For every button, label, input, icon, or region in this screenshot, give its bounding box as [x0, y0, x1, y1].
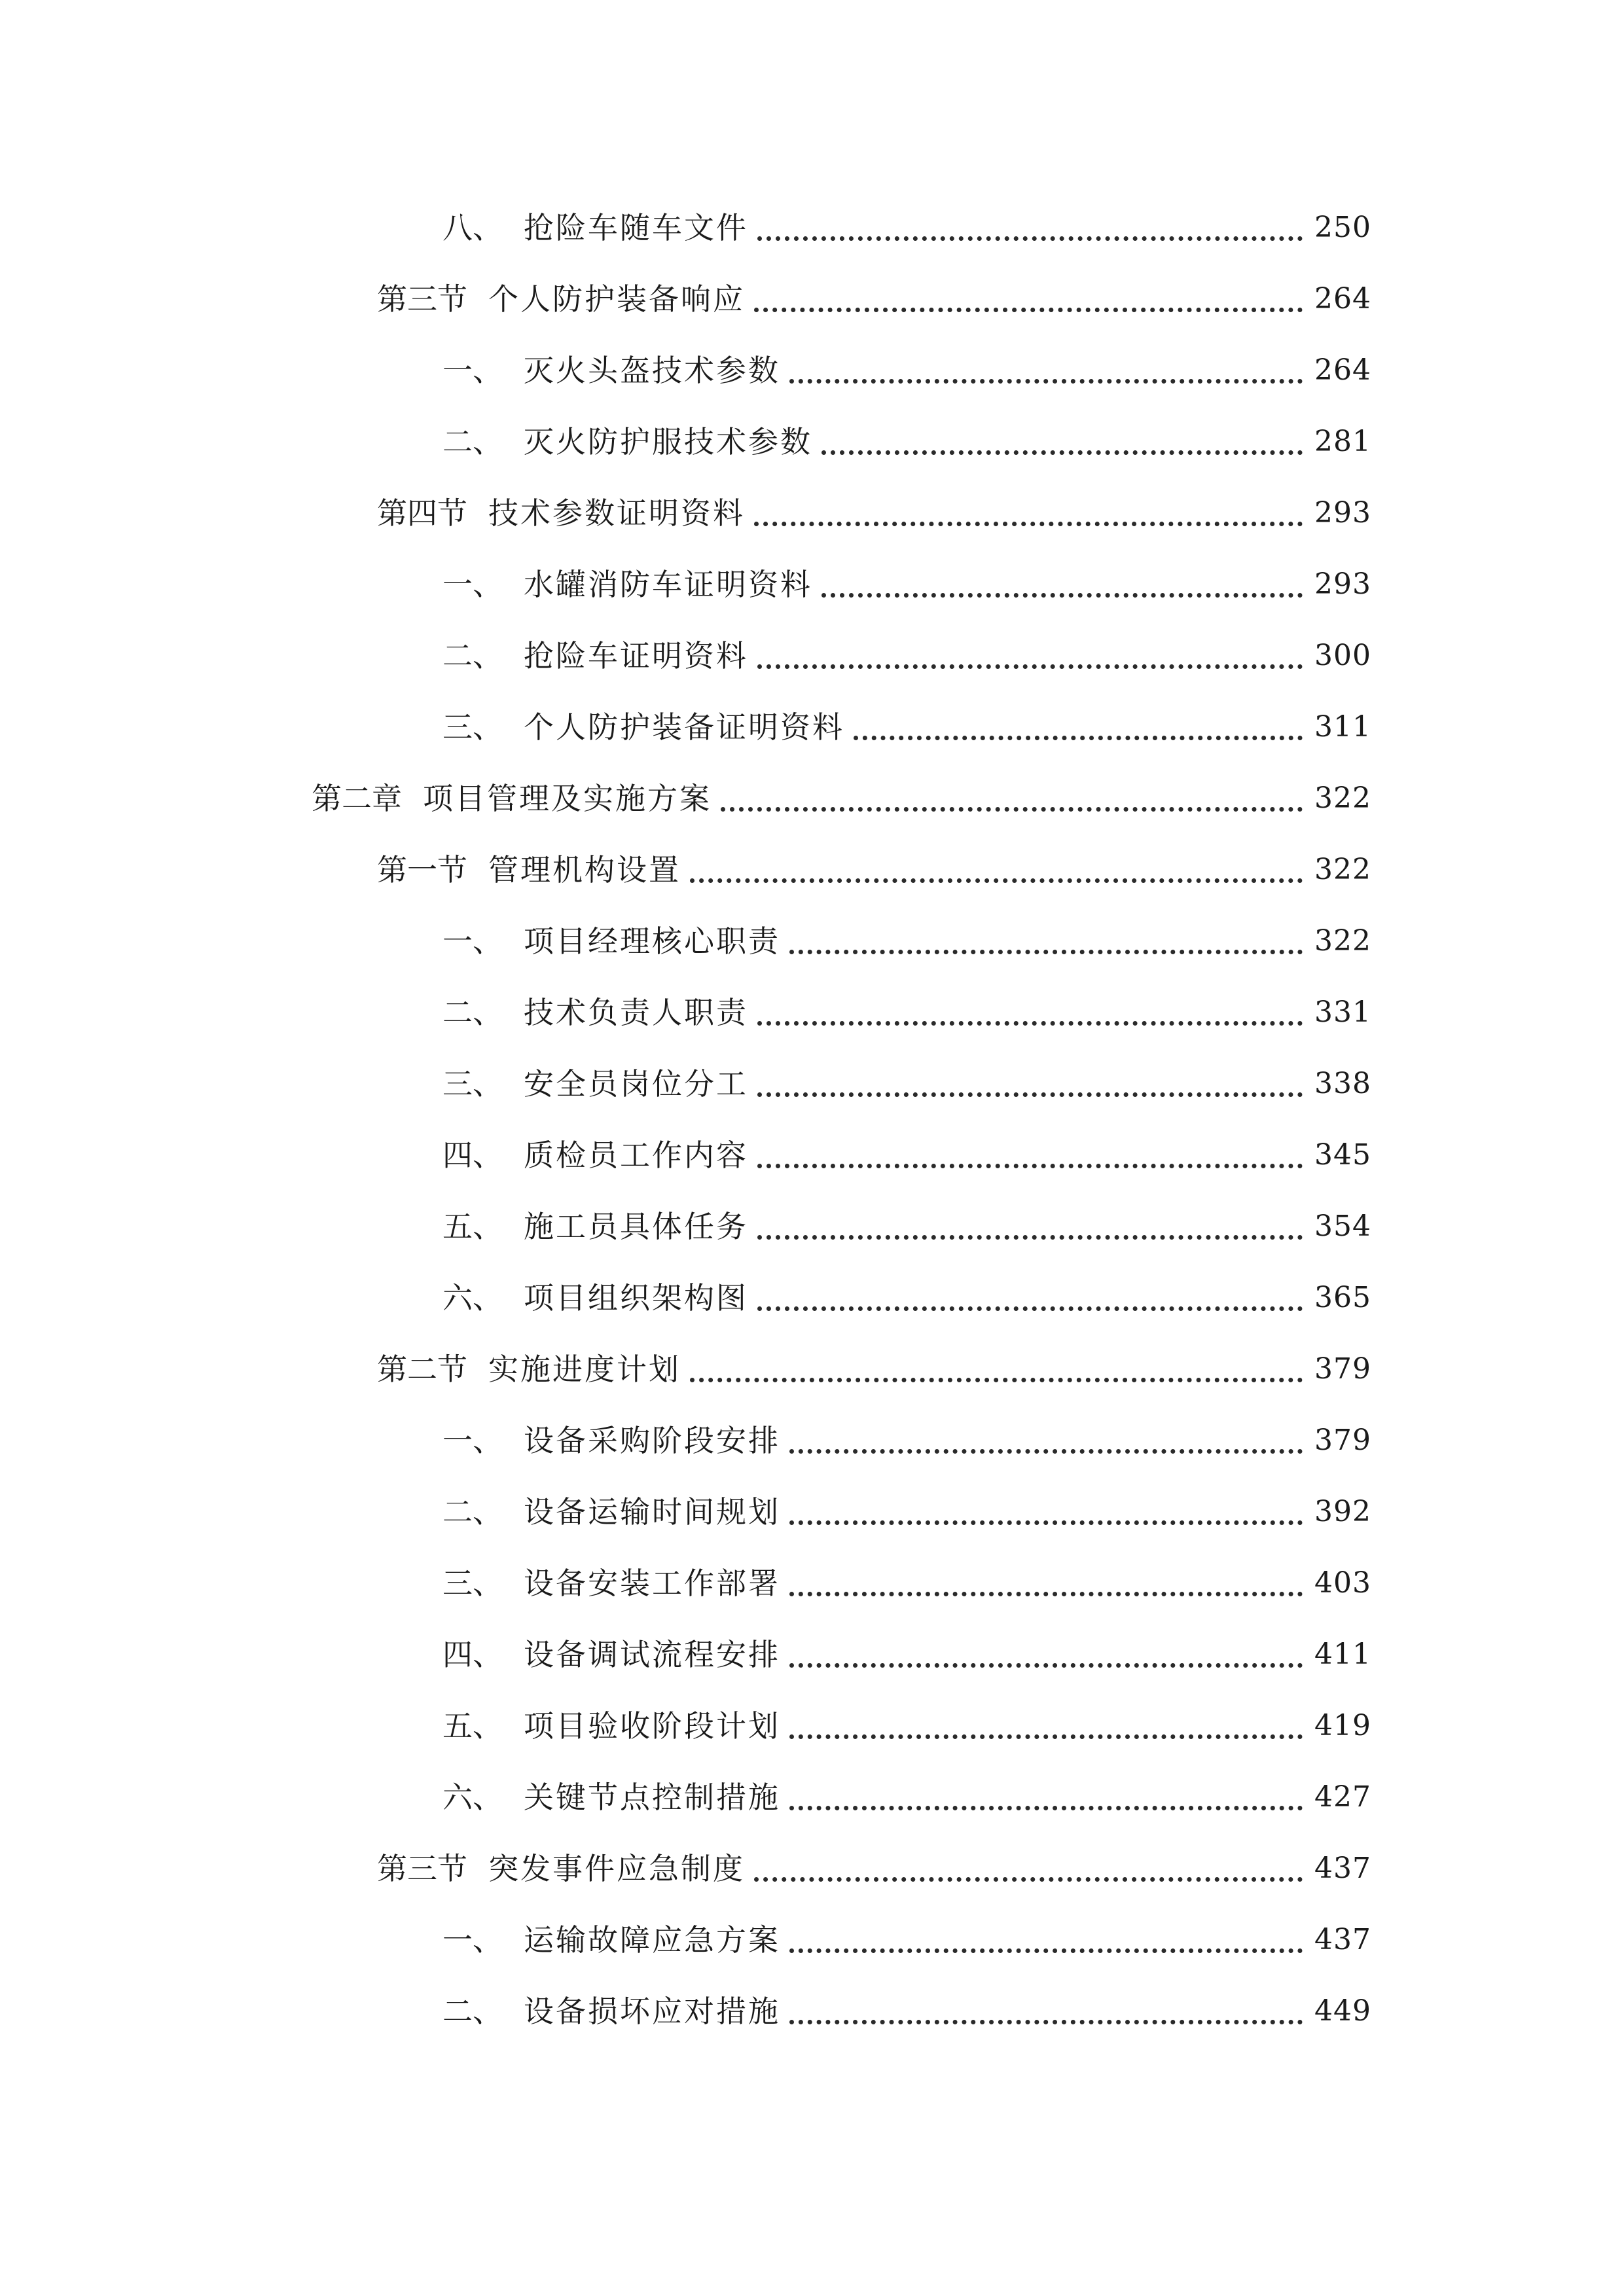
toc-entry-title: 运输故障应急方案 [524, 1922, 780, 1958]
toc-entry-title: 安全员岗位分工 [524, 1066, 748, 1102]
toc-entry[interactable] [442, 1700, 1371, 1752]
toc-entry-page: 449 [1314, 1994, 1371, 2028]
toc-entry[interactable] [442, 344, 1371, 397]
toc-entry-page: 300 [1314, 639, 1371, 672]
toc-entry-title: 管理机构设置 [488, 852, 681, 888]
toc-entry-page: 411 [1314, 1638, 1371, 1671]
toc-entry-title: 项目经理核心职责 [524, 924, 780, 959]
toc-entry-page: 437 [1314, 1852, 1371, 1885]
toc-entry-number: 第三节 [377, 281, 467, 317]
dot-leader [754, 273, 1303, 325]
toc-entry-title: 施工员具体任务 [524, 1209, 748, 1244]
toc-entry-page: 345 [1314, 1138, 1371, 1172]
toc-entry-title: 抢险车随车文件 [524, 210, 748, 245]
dot-leader [789, 1628, 1303, 1681]
toc-entry-page: 379 [1314, 1424, 1371, 1457]
toc-entry-number: 第三节 [377, 1851, 467, 1886]
toc-entry-page: 419 [1314, 1709, 1371, 1742]
toc-entry-number: 一、 [442, 567, 503, 602]
dot-leader [757, 986, 1303, 1039]
toc-entry[interactable] [442, 915, 1371, 967]
dot-leader [789, 1914, 1303, 1966]
toc-entry-number: 三、 [442, 709, 503, 745]
toc-entry-title: 项目管理及实施方案 [423, 781, 712, 816]
toc-entry-title: 设备安装工作部署 [524, 1566, 780, 1601]
toc-entry[interactable] [312, 772, 1371, 825]
toc-entry-number: 第一节 [377, 852, 467, 888]
dot-leader [789, 1771, 1303, 1823]
toc-entry-number: 第二节 [377, 1352, 467, 1387]
toc-entry[interactable] [442, 1129, 1371, 1181]
toc-entry[interactable] [442, 1272, 1371, 1324]
toc-entry-page: 427 [1314, 1780, 1371, 1814]
toc-entry-title: 设备调试流程安排 [524, 1637, 780, 1672]
dot-leader [754, 487, 1303, 539]
dot-leader [789, 1486, 1303, 1538]
toc-entry-number: 一、 [442, 1423, 503, 1458]
toc-entry-title: 个人防护装备证明资料 [524, 709, 844, 745]
toc-entry-number: 三、 [442, 1566, 503, 1601]
dot-leader [757, 1200, 1303, 1253]
toc-entry-title: 项目验收阶段计划 [524, 1708, 780, 1744]
dot-leader [789, 1700, 1303, 1752]
toc-entry-number: 二、 [442, 638, 503, 673]
toc-entry[interactable] [442, 558, 1371, 611]
toc-entry-number: 一、 [442, 1922, 503, 1958]
toc-entry-page: 264 [1314, 282, 1371, 315]
dot-leader [789, 915, 1303, 967]
toc-entry-number: 第二章 [312, 781, 402, 816]
dot-leader [789, 344, 1303, 397]
toc-entry-page: 322 [1314, 924, 1371, 958]
toc-entry[interactable] [377, 487, 1371, 539]
dot-leader [757, 630, 1303, 682]
toc-entry-number: 六、 [442, 1780, 503, 1815]
toc-entry-title: 灭火防护服技术参数 [524, 424, 812, 459]
toc-entry-page: 403 [1314, 1566, 1371, 1600]
toc-entry-title: 关键节点控制措施 [524, 1780, 780, 1815]
toc-entry-page: 354 [1314, 1210, 1371, 1243]
toc-entry[interactable] [442, 202, 1371, 254]
dot-leader [757, 202, 1303, 254]
dot-leader [821, 416, 1303, 468]
dot-leader [721, 772, 1303, 825]
toc-entry[interactable] [442, 1771, 1371, 1823]
toc-entry[interactable] [442, 630, 1371, 682]
toc-entry[interactable] [377, 844, 1371, 896]
toc-entry-page: 322 [1314, 853, 1371, 886]
toc-entry-number: 二、 [442, 1494, 503, 1530]
toc-entry-number: 四、 [442, 1637, 503, 1672]
toc-entry-number: 八、 [442, 210, 503, 245]
toc-entry-number: 六、 [442, 1280, 503, 1316]
toc-entry-page: 293 [1314, 567, 1371, 601]
toc-entry-number: 五、 [442, 1708, 503, 1744]
toc-entry-title: 个人防护装备响应 [488, 281, 745, 317]
toc-entry-number: 四、 [442, 1138, 503, 1173]
toc-entry-title: 质检员工作内容 [524, 1138, 748, 1173]
toc-entry-page: 338 [1314, 1067, 1371, 1100]
toc-entry[interactable] [442, 1557, 1371, 1609]
toc-entry-title: 突发事件应急制度 [488, 1851, 745, 1886]
toc-entry[interactable] [442, 1985, 1371, 2037]
toc-entry[interactable] [442, 986, 1371, 1039]
toc-entry-page: 264 [1314, 353, 1371, 387]
toc-entry-title: 设备运输时间规划 [524, 1494, 780, 1530]
toc-entry-number: 二、 [442, 995, 503, 1030]
dot-leader [854, 701, 1303, 753]
toc-entry[interactable] [377, 1343, 1371, 1395]
dot-leader [754, 1842, 1303, 1895]
toc-entry-page: 331 [1314, 996, 1371, 1029]
dot-leader [690, 844, 1303, 896]
toc-entry[interactable] [442, 1914, 1371, 1966]
dot-leader [757, 1129, 1303, 1181]
toc-entry-title: 实施进度计划 [488, 1352, 681, 1387]
dot-leader [821, 558, 1303, 611]
toc-entry[interactable] [442, 1200, 1371, 1253]
toc-entry-number: 五、 [442, 1209, 503, 1244]
toc-entry-title: 技术负责人职责 [524, 995, 748, 1030]
dot-leader [757, 1058, 1303, 1110]
toc-entry-page: 379 [1314, 1352, 1371, 1386]
toc-entry[interactable] [442, 701, 1371, 753]
toc-entry[interactable] [442, 1486, 1371, 1538]
dot-leader [690, 1343, 1303, 1395]
dot-leader [789, 1414, 1303, 1467]
toc-entry-title: 设备损坏应对措施 [524, 1994, 780, 2029]
toc-entry-title: 水罐消防车证明资料 [524, 567, 812, 602]
toc-entry-page: 437 [1314, 1923, 1371, 1956]
dot-leader [789, 1985, 1303, 2037]
toc-entry-title: 技术参数证明资料 [488, 495, 745, 531]
toc-entry-number: 一、 [442, 924, 503, 959]
toc-entry[interactable] [442, 1628, 1371, 1681]
toc-entry-page: 281 [1314, 425, 1371, 458]
toc-entry[interactable] [442, 416, 1371, 468]
toc-entry-title: 项目组织架构图 [524, 1280, 748, 1316]
toc-entry-page: 311 [1314, 710, 1371, 744]
toc-entry-number: 二、 [442, 424, 503, 459]
toc-entry-page: 250 [1314, 211, 1371, 244]
toc-entry[interactable] [442, 1058, 1371, 1110]
toc-entry-number: 一、 [442, 353, 503, 388]
toc-entry-page: 392 [1314, 1495, 1371, 1528]
dot-leader [789, 1557, 1303, 1609]
toc-entry-page: 322 [1314, 781, 1371, 815]
toc-entry-title: 设备采购阶段安排 [524, 1423, 780, 1458]
toc-entry[interactable] [377, 1842, 1371, 1895]
toc-entry[interactable] [442, 1414, 1371, 1467]
toc-entry-page: 365 [1314, 1281, 1371, 1314]
toc-entry-page: 293 [1314, 496, 1371, 529]
dot-leader [757, 1272, 1303, 1324]
toc-entry-number: 二、 [442, 1994, 503, 2029]
toc-entry-title: 灭火头盔技术参数 [524, 353, 780, 388]
toc-entry-number: 第四节 [377, 495, 467, 531]
toc-entry[interactable] [377, 273, 1371, 325]
toc-entry-number: 三、 [442, 1066, 503, 1102]
toc-entry-title: 抢险车证明资料 [524, 638, 748, 673]
